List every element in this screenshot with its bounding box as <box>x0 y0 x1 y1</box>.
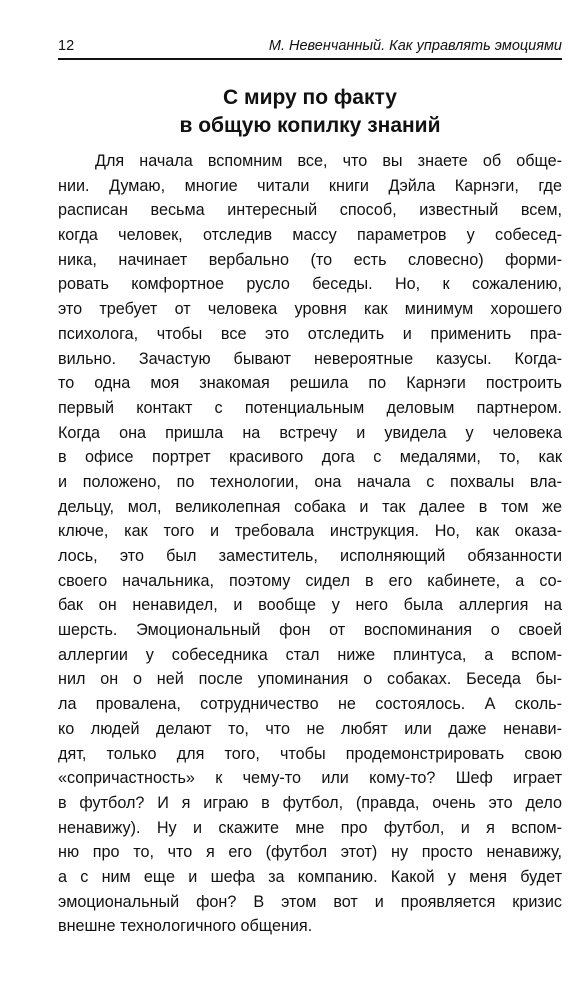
text-line: ника, начинает вербально (то есть словесно) форми- <box>58 250 562 269</box>
text-line: расписан весьма интересный способ, известный всем, <box>58 201 562 220</box>
body-text <box>58 149 562 939</box>
text-line: Когда она пришла на встречу и увидела у человека <box>58 423 562 442</box>
section-title-line-2: в общую копилку знаний <box>179 114 441 137</box>
text-line: психолога, чтобы все это отследить и применить пра- <box>58 324 562 343</box>
section-title-line-1: С миру по факту <box>223 86 397 109</box>
text-line: Для начала вспомним все, что вы знаете об обще- <box>95 152 562 170</box>
text-line: а с ним еще и шефа за компанию. Какой у меня будет <box>58 867 562 886</box>
text-line: и положено, по технологии, она начала с похвалы вла- <box>58 472 562 491</box>
text-line: своего начальника, поэтому сидел в его кабинете, а со- <box>58 571 562 590</box>
running-head: М. Невенчанный. Как управлять эмоциями <box>268 38 562 54</box>
text-line: ключе, как того и требовала инструкция. Но, как оказа- <box>58 522 562 541</box>
text-line: аллергии у собеседника стал ниже плинтуса, а вспом- <box>58 645 562 664</box>
text-line: то одна моя знакомая решила по Карнэги построить <box>58 374 562 393</box>
text-line: ню про то, что я его (футбол этот) ну просто ненавижу, <box>58 843 562 862</box>
text-line: шерсть. Эмоциональный фон от воспоминания о своей <box>58 621 562 640</box>
section-title <box>58 84 562 140</box>
text-line: ла провалена, сотрудничество не состоялось. А сколь- <box>58 695 562 714</box>
text-line: ко людей делают то, что не любят или даже ненави- <box>58 719 562 738</box>
text-line: ненавижу). Ну и скажите мне про футбол, и я вспом- <box>58 818 562 837</box>
text-line: внешне технологичного общения. <box>58 917 313 936</box>
text-line: дят, только для того, чтобы продемонстрировать свою <box>58 744 562 763</box>
text-line: «сопричастность» к чему-то или кому-то? Шеф играет <box>58 769 562 788</box>
text-line: нил он о ней после упоминания о собаках. Беседа бы- <box>58 670 562 689</box>
text-line: бак он ненавидел, и вообще у него была аллергия на <box>58 596 562 615</box>
text-line: первый контакт с потенциальным деловым партнером. <box>58 398 562 417</box>
text-line: дельцу, мол, великолепная собака и так далее в том же <box>58 497 562 516</box>
text-line: ровать комфортное русло беседы. Но, к сожалению, <box>58 275 562 294</box>
text-line: когда человек, отследив массу параметров у собесед- <box>58 226 562 245</box>
text-line: вильно. Зачастую бывают невероятные казусы. Когда- <box>58 349 562 368</box>
text-line: нии. Думаю, многие читали книги Дэйла Карнэги, где <box>58 176 562 195</box>
page-number: 12 <box>58 38 75 54</box>
text-line: в офисе портрет красивого дога с медалями, то, как <box>58 448 562 467</box>
text-line: это требует от человека уровня как минимум хорошего <box>58 300 562 319</box>
text-line: в футбол? И я играю в футбол, (правда, очень это дело <box>58 793 562 812</box>
page-header <box>58 34 562 60</box>
text-line: эмоциональный фон? В этом вот и проявляется кризис <box>58 892 562 911</box>
text-line: лось, это был заместитель, исполняющий обязанности <box>58 547 562 565</box>
